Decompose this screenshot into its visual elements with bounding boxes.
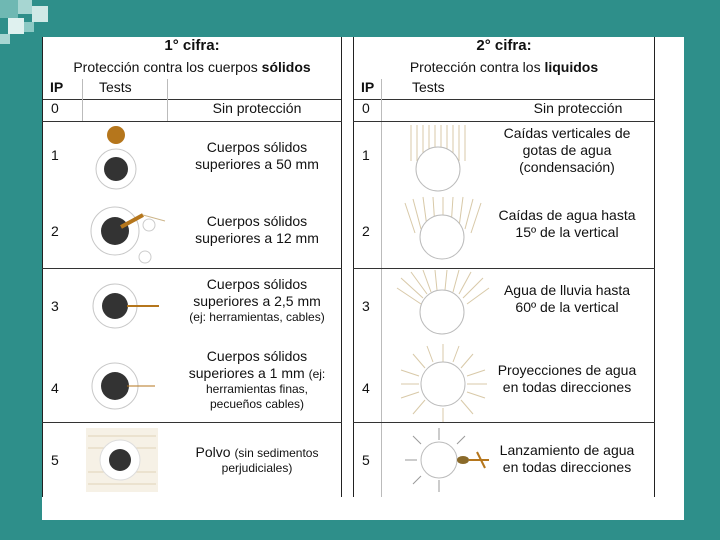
right-desc-1-l2: gotas de agua xyxy=(522,142,612,158)
left-subtitle-bold: sólidos xyxy=(261,59,311,75)
right-row-4 xyxy=(353,342,655,422)
left-desc-5 xyxy=(177,444,337,476)
ip-table-sheet xyxy=(42,37,684,520)
right-ip-3: 3 xyxy=(362,298,370,314)
left-desc-5-note1: (sin sedimentos xyxy=(234,446,319,460)
right-row-1 xyxy=(353,121,655,193)
left-desc-3-note: (ej: herramientas, cables) xyxy=(189,310,325,324)
test-sphere-icon xyxy=(90,121,170,193)
right-desc-2-l1: Caídas de agua hasta xyxy=(498,207,636,223)
right-desc-3-l1: Agua de lluvia hasta xyxy=(503,282,631,298)
left-desc-4 xyxy=(174,348,340,412)
left-desc-2-l1: Cuerpos sólidos xyxy=(206,213,308,229)
right-desc-5 xyxy=(481,442,653,476)
right-title: 2° cifra: xyxy=(476,37,532,54)
left-ip-5: 5 xyxy=(51,452,59,468)
left-ip-1: 1 xyxy=(51,147,59,163)
left-desc-3-l2: superiores a 2,5 mm xyxy=(193,293,321,309)
right-desc-4-l2: en todas direcciones xyxy=(502,379,632,395)
right-ip-0: 0 xyxy=(362,100,370,116)
left-row-1 xyxy=(42,121,342,193)
left-desc-2 xyxy=(177,213,337,247)
right-row-2 xyxy=(353,193,655,268)
left-desc-4-note3: pecueños cables) xyxy=(209,397,305,411)
right-col-ip: IP xyxy=(361,79,375,95)
left-ip-0: 0 xyxy=(51,100,59,116)
left-desc-3 xyxy=(177,276,337,325)
left-desc-1-l2: superiores a 50 mm xyxy=(195,156,319,172)
right-row-0 xyxy=(353,99,655,121)
left-row-3 xyxy=(42,268,342,342)
left-row-0 xyxy=(42,99,342,121)
left-subtitle-text: Protección contra los cuerpos xyxy=(73,59,258,75)
right-desc-3 xyxy=(481,282,653,316)
right-desc-0: Sin protección xyxy=(533,100,623,116)
left-desc-4-l2: superiores a 1 mm xyxy=(188,365,305,381)
left-desc-5-l1: Polvo xyxy=(195,444,231,460)
right-row-3 xyxy=(353,268,655,342)
left-title: 1° cifra: xyxy=(164,37,220,54)
left-ip-2: 2 xyxy=(51,223,59,239)
left-desc-0: Sin protección xyxy=(212,100,302,116)
right-desc-1-l3: (condensación) xyxy=(519,159,615,175)
right-subtitle xyxy=(353,59,655,75)
dust-chamber-icon xyxy=(82,422,172,497)
right-desc-5-l1: Lanzamiento de agua xyxy=(499,442,635,458)
left-desc-1-l1: Cuerpos sólidos xyxy=(206,139,308,155)
left-desc-4-note1: (ej: xyxy=(308,367,326,381)
left-desc-2-l2: superiores a 12 mm xyxy=(195,230,319,246)
left-row-5 xyxy=(42,422,342,497)
water-drops-icon xyxy=(397,121,487,193)
right-desc-4-l1: Proyecciones de agua xyxy=(497,362,637,378)
right-col-tests: Tests xyxy=(412,79,445,95)
left-desc-4-note2: herramientas finas, xyxy=(205,382,309,396)
right-ip-2: 2 xyxy=(362,223,370,239)
right-desc-4 xyxy=(481,362,653,396)
right-subtitle-text: Protección contra los xyxy=(409,59,541,75)
right-desc-2 xyxy=(481,207,653,241)
right-row-5 xyxy=(353,422,655,497)
solids-panel xyxy=(42,37,342,497)
right-desc-1-l1: Caídas verticales de xyxy=(503,125,631,141)
left-ip-3: 3 xyxy=(51,298,59,314)
right-desc-3-l2: 60º de la vertical xyxy=(515,299,619,315)
left-col-tests: Tests xyxy=(99,79,132,95)
left-desc-5-note2: perjudiciales) xyxy=(221,461,293,475)
left-col-ip: IP xyxy=(50,79,64,95)
right-desc-5-l2: en todas direcciones xyxy=(502,459,632,475)
left-ip-4: 4 xyxy=(51,380,59,396)
left-row-2 xyxy=(42,193,342,268)
left-desc-1 xyxy=(177,139,337,173)
left-desc-3-l1: Cuerpos sólidos xyxy=(206,276,308,292)
right-desc-2-l2: 15º de la vertical xyxy=(515,224,619,240)
right-desc-1 xyxy=(481,125,653,176)
left-row-4 xyxy=(42,342,342,422)
right-ip-1: 1 xyxy=(362,147,370,163)
right-subtitle-bold: liquidos xyxy=(544,59,599,75)
right-ip-4: 4 xyxy=(362,380,370,396)
right-ip-5: 5 xyxy=(362,452,370,468)
left-desc-4-l1: Cuerpos sólidos xyxy=(206,348,308,364)
left-subtitle xyxy=(42,59,342,75)
liquids-panel xyxy=(353,37,655,497)
